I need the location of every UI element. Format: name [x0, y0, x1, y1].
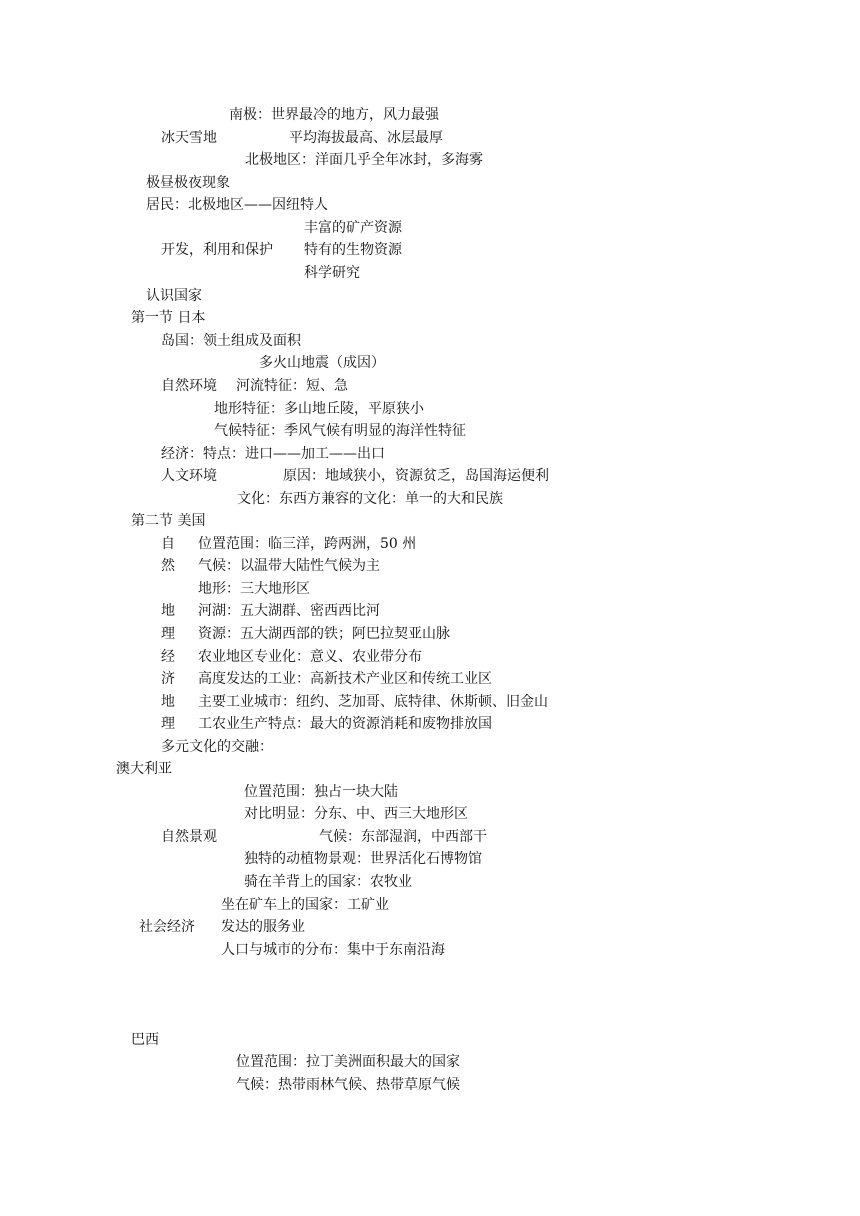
text-line: 南极：世界最冷的地方，风力最强 [229, 107, 439, 123]
text-line: 原因：地域狭小，资源贫乏，岛国海运便利 [283, 468, 549, 484]
section-heading: 第一节 日本 [131, 310, 206, 326]
text-line: 特有的生物资源 [304, 242, 402, 258]
text-line: 地形：三大地形区 [198, 581, 310, 597]
text-line: 气候特征：季风气候有明显的海洋性特征 [214, 423, 466, 439]
text-line: 位置范围：独占一块大陆 [244, 784, 398, 800]
text-line: 位置范围：临三洋，跨两洲，50 州 [198, 536, 417, 552]
text-line: 自然景观 [161, 829, 217, 845]
text-line: 多火山地震（成因） [259, 355, 385, 371]
text-line: 独特的动植物景观：世界活化石博物馆 [244, 851, 482, 867]
text-line: 人口与城市的分布：集中于东南沿海 [221, 942, 445, 958]
text-line: 地形特征：多山地丘陵，平原狭小 [214, 401, 424, 417]
text-line: 人文环境 [161, 468, 217, 484]
text-line: 发达的服务业 [221, 919, 305, 935]
text-line: 社会经济 [139, 919, 195, 935]
text-line: 河流特征：短、急 [236, 378, 348, 394]
text-line: 北极地区：洋面几乎全年冰封，多海雾 [245, 152, 483, 168]
text-line: 认识国家 [146, 288, 202, 304]
section-heading: 巴西 [131, 1032, 159, 1048]
text-line: 丰富的矿产资源 [304, 220, 402, 236]
text-line: 济 [161, 671, 175, 687]
text-line: 河湖：五大湖群、密西西比河 [198, 603, 380, 619]
text-line: 经 [161, 649, 175, 665]
text-line: 岛国：领土组成及面积 [161, 333, 301, 349]
text-line: 工农业生产特点：最大的资源消耗和废物排放国 [198, 716, 492, 732]
text-line: 地 [161, 603, 175, 619]
text-line: 理 [161, 626, 175, 642]
text-line: 位置范围：拉丁美洲面积最大的国家 [236, 1054, 460, 1070]
text-line: 农业地区专业化：意义、农业带分布 [198, 649, 422, 665]
text-line: 地 [161, 694, 175, 710]
text-line: 主要工业城市：纽约、芝加哥、底特律、休斯顿、旧金山 [198, 694, 548, 710]
text-line: 气候：以温带大陆性气候为主 [198, 558, 380, 574]
text-line: 自 [161, 536, 175, 552]
text-line: 理 [161, 716, 175, 732]
text-line: 科学研究 [304, 265, 360, 281]
text-line: 气候：热带雨林气候、热带草原气候 [236, 1077, 460, 1093]
text-line: 经济：特点：进口——加工——出口 [161, 446, 385, 462]
text-line: 冰天雪地 [161, 130, 217, 146]
text-line: 平均海拔最高、冰层最厚 [289, 130, 443, 146]
text-line: 坐在矿车上的国家：工矿业 [221, 897, 389, 913]
text-line: 多元文化的交融： [161, 739, 273, 755]
text-line: 开发，利用和保护 [161, 242, 273, 258]
text-line: 极昼极夜现象 [146, 175, 230, 191]
text-line: 资源：五大湖西部的铁；阿巴拉契亚山脉 [198, 626, 450, 642]
text-line: 高度发达的工业：高新技术产业区和传统工业区 [198, 671, 492, 687]
section-heading: 第二节 美国 [131, 513, 206, 529]
text-line: 骑在羊背上的国家：农牧业 [244, 874, 412, 890]
section-heading: 澳大利亚 [116, 761, 172, 777]
text-line: 自然环境 [161, 378, 217, 394]
text-line: 对比明显：分东、中、西三大地形区 [244, 806, 468, 822]
text-line: 文化：东西方兼容的文化：单一的大和民族 [237, 491, 503, 507]
text-line: 然 [161, 558, 175, 574]
text-line: 气候：东部湿润，中西部干 [319, 829, 487, 845]
text-line: 居民：北极地区——因纽特人 [146, 197, 328, 213]
